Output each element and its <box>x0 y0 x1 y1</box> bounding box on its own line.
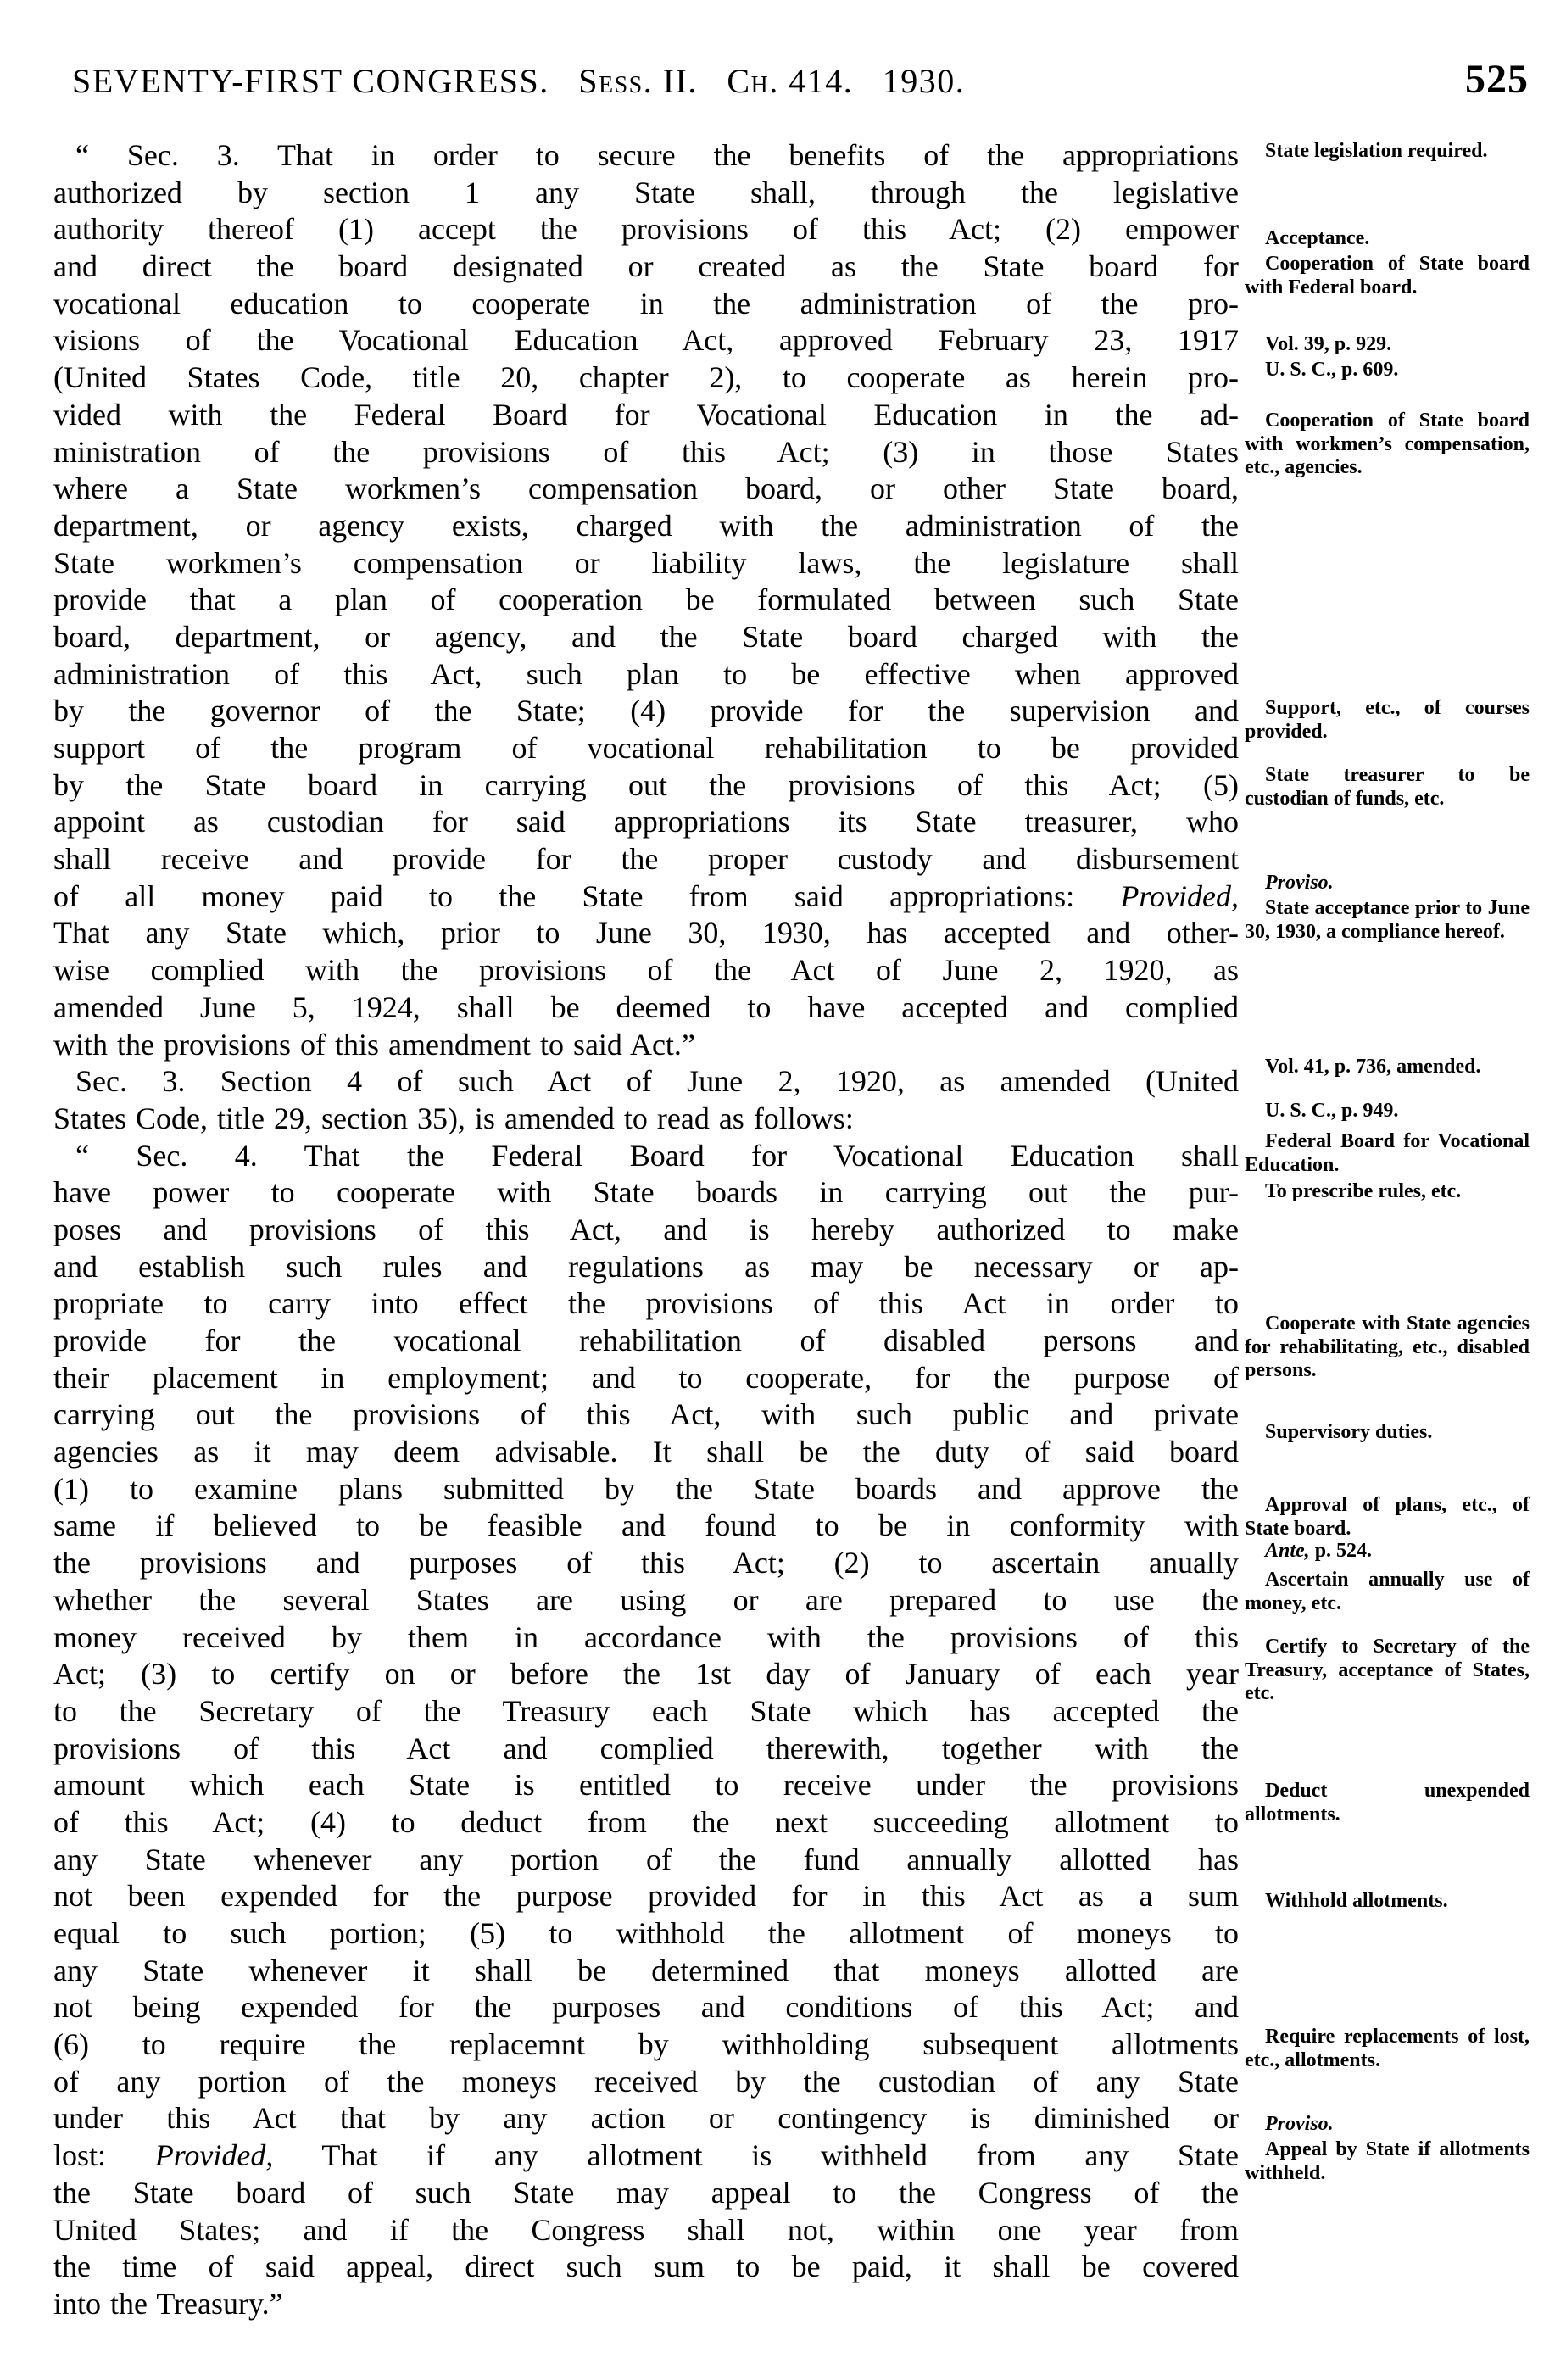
body-line: visions of the Vocational Education Act, approved February 23, 1917 <box>53 323 1239 358</box>
body-line: vocational education to cooperate in the administration of the pro- <box>53 286 1239 320</box>
body-line: by the governor of the State; (4) provide for the supervision and <box>53 694 1239 728</box>
margin-note: Require replacements of lost, etc., allotments. <box>1245 2026 1530 2071</box>
body-line: to the Secretary of the Treasury each State which has accepted the <box>53 1693 1239 1728</box>
body-line: where a State workmen’s compensation board, or other State board, <box>53 471 1239 506</box>
body-line: and establish such rules and regulations as may be necessary or ap- <box>53 1249 1239 1284</box>
margin-note: Support, etc., of courses provided. <box>1245 697 1530 743</box>
body-line: not been expended for the purpose provided for in this Act as a sum <box>53 1879 1239 1914</box>
margin-note: State acceptance prior to June 30, 1930, a compliance hereof. <box>1245 897 1530 943</box>
body-line: the provisions and purposes of this Act; (2) to ascertain anually <box>53 1546 1239 1580</box>
margin-note: Vol. 39, p. 929. <box>1265 333 1392 355</box>
body-line: wise complied with the provisions of the Act of June 2, 1920, as <box>53 953 1239 988</box>
margin-note: U. S. C., p. 949. <box>1265 1100 1399 1122</box>
body-line: of all money paid to the State from said appropriations: Provided, <box>53 878 1239 913</box>
body-line: lost: Provided, That if any allotment is withheld from any State <box>53 2138 1239 2173</box>
margin-note: State legislation required. <box>1265 140 1488 162</box>
margin-note: Approval of plans, etc., of State board. <box>1245 1494 1530 1540</box>
body-line: the State board of such State may appeal to the Congress of the <box>53 2175 1239 2210</box>
margin-notes <box>1245 0 1530 2380</box>
margin-note: To prescribe rules, etc. <box>1265 1180 1462 1202</box>
body-line: ministration of the provisions of this Act; (3) in those States <box>53 434 1239 469</box>
body-line: amended June 5, 1924, shall be deemed to have accepted and complied <box>53 989 1239 1024</box>
margin-note: U. S. C., p. 609. <box>1265 359 1399 381</box>
body-line: their placement in employment; and to cooperate, for the purpose of <box>53 1360 1239 1395</box>
margin-note: Acceptance. <box>1265 227 1370 249</box>
body-line: “ Sec. 4. That the Federal Board for Vocational Education shall <box>75 1138 1239 1173</box>
body-line: same if believed to be feasible and found to be in conformity with <box>53 1508 1239 1543</box>
body-line: any State whenever it shall be determined that moneys allotted are <box>53 1953 1239 1987</box>
body-line: Act; (3) to certify on or before the 1st day of January of each year <box>53 1657 1239 1692</box>
body-line: administration of this Act, such plan to be effective when approved <box>53 656 1239 691</box>
margin-note: State treasurer to be custodian of funds, etc. <box>1245 764 1530 810</box>
body-line: “ Sec. 3. That in order to secure the benefits of the appropriations <box>75 138 1239 172</box>
margin-note: Cooperation of State board with Federal board. <box>1245 253 1530 298</box>
body-line: whether the several States are using or are prepared to use the <box>53 1582 1239 1617</box>
body-line: United States; and if the Congress shall not, within one year from <box>53 2212 1239 2247</box>
body-line: provide that a plan of cooperation be formulated between such State <box>53 582 1239 617</box>
body-line: provisions of this Act and complied therewith, together with the <box>53 1731 1239 1765</box>
body-line: States Code, title 29, section 35), is amended to read as follows: <box>53 1101 854 1135</box>
body-line: and direct the board designated or created as the State board for <box>53 249 1239 284</box>
body-line: equal to such portion; (5) to withhold the allotment of moneys to <box>53 1916 1239 1950</box>
body-line: (1) to examine plans submitted by the State boards and approve the <box>53 1471 1239 1506</box>
body-line: not being expended for the purposes and conditions of this Act; and <box>53 1990 1239 2025</box>
body-line: money received by them in accordance with the provisions of this <box>53 1619 1239 1654</box>
body-line: propriate to carry into effect the provisions of this Act in order to <box>53 1286 1239 1321</box>
running-title: SEVENTY-FIRST CONGRESS. Sess. II. Ch. 414. 1930. <box>72 62 966 100</box>
body-line: That any State which, prior to June 30, 1930, has accepted and other- <box>53 916 1239 950</box>
margin-note: Ante, p. 524. <box>1265 1540 1373 1562</box>
margin-note: Supervisory duties. <box>1265 1421 1433 1443</box>
margin-note: Proviso. <box>1265 2113 1334 2135</box>
body-line: of this Act; (4) to deduct from the next succeeding allotment to <box>53 1804 1239 1839</box>
margin-note: Vol. 41, p. 736, amended. <box>1265 1056 1481 1078</box>
body-line: poses and provisions of this Act, and is hereby authorized to make <box>53 1212 1239 1246</box>
body-line: shall receive and provide for the proper custody and disbursement <box>53 842 1239 877</box>
body-line: vided with the Federal Board for Vocational Education in the ad- <box>53 397 1239 432</box>
margin-note: Cooperation of State board with workmen’s compensation, etc., agencies. <box>1245 410 1530 478</box>
body-line: of any portion of the moneys received by the custodian of any State <box>53 2064 1239 2099</box>
body-line: support of the program of vocational rehabilitation to be provided <box>53 731 1239 765</box>
body-line: into the Treasury.” <box>53 2286 283 2321</box>
body-line: authority thereof (1) accept the provisions of this Act; (2) empower <box>53 212 1239 247</box>
margin-note: Certify to Secretary of the Treasury, acceptance of States, etc. <box>1245 1636 1530 1704</box>
body-line: (United States Code, title 20, chapter 2), to cooperate as herein pro- <box>53 360 1239 395</box>
body-line: any State whenever any portion of the fund annually allotted has <box>53 1842 1239 1876</box>
page-number: 525 <box>1465 57 1529 102</box>
margin-note: Appeal by State if allotments withheld. <box>1245 2138 1530 2184</box>
body-line: board, department, or agency, and the State board charged with the <box>53 619 1239 654</box>
body-line: carrying out the provisions of this Act, with such public and private <box>53 1397 1239 1432</box>
body-line: the time of said appeal, direct such sum to be paid, it shall be covered <box>53 2249 1239 2284</box>
margin-note: Proviso. <box>1265 872 1334 894</box>
body-line: amount which each State is entitled to receive under the provisions <box>53 1768 1239 1803</box>
body-line: department, or agency exists, charged with the administration of the <box>53 508 1239 543</box>
body-line: have power to cooperate with State boards in carrying out the pur- <box>53 1175 1239 1210</box>
body-line: provide for the vocational rehabilitation of disabled persons and <box>53 1324 1239 1357</box>
body-line: (6) to require the replacemnt by withholding subsequent allotments <box>53 2027 1239 2062</box>
margin-note: Cooperate with State agencies for rehabilitating, etc., disabled persons. <box>1245 1313 1530 1381</box>
body-line: by the State board in carrying out the provisions of this Act; (5) <box>53 767 1239 802</box>
margin-note: Federal Board for Vocational Education. <box>1245 1130 1530 1176</box>
act-body-text <box>53 137 1239 2323</box>
body-line: State workmen’s compensation or liability laws, the legislature shall <box>53 545 1239 580</box>
margin-note: Withhold allotments. <box>1265 1890 1448 1912</box>
body-line: under this Act that by any action or contingency is diminished or <box>53 2101 1239 2136</box>
body-line: agencies as it may deem advisable. It shall be the duty of said board <box>53 1435 1239 1469</box>
margin-note: Ascertain annually use of money, etc. <box>1245 1569 1530 1614</box>
body-line: Sec. 3. Section 4 of such Act of June 2, 1920, as amended (United <box>75 1064 1239 1099</box>
body-line: appoint as custodian for said appropriations its State treasurer, who <box>53 805 1239 839</box>
margin-note: Deduct unexpended allotments. <box>1245 1780 1530 1825</box>
body-line: authorized by section 1 any State shall, through the legislative <box>53 175 1239 209</box>
body-line: with the provisions of this amendment to said Act.” <box>53 1027 695 1062</box>
